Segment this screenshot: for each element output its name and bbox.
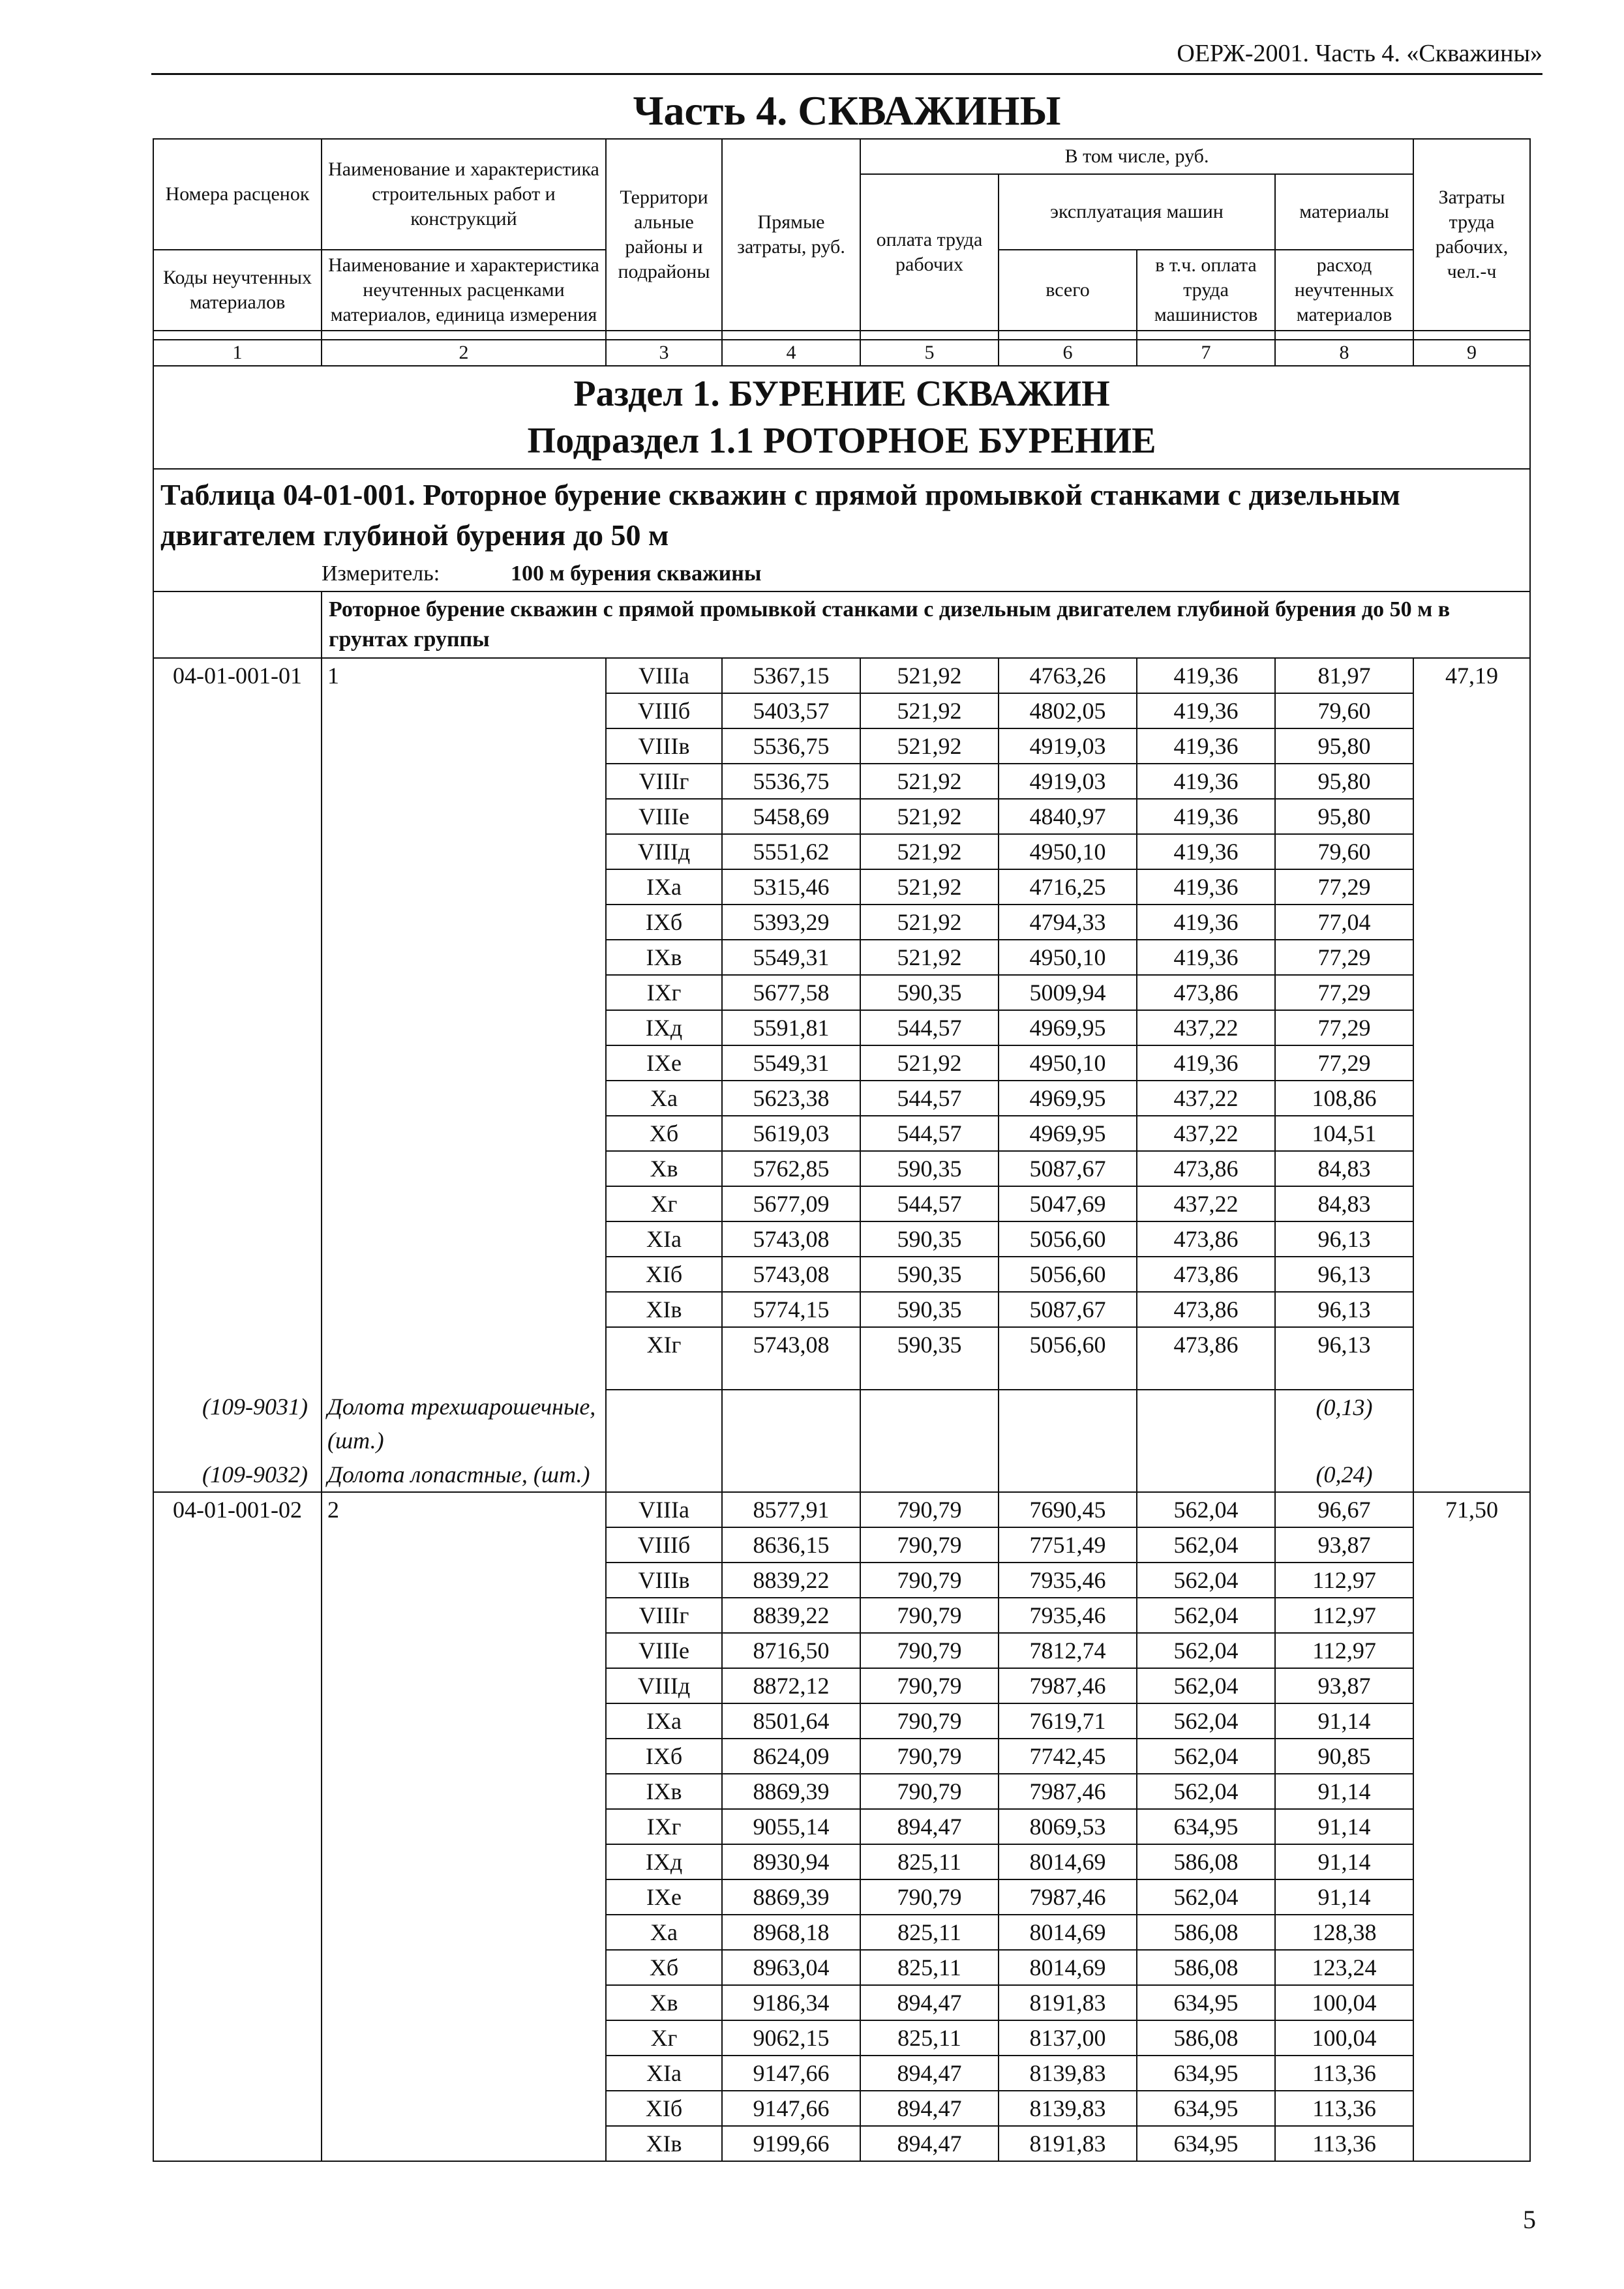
machines-total: 8139,83	[999, 2056, 1137, 2091]
machinist-pay: 586,08	[1137, 2020, 1275, 2056]
machinist-pay: 473,86	[1137, 1327, 1275, 1390]
territory: IXг	[606, 1809, 722, 1844]
direct-costs: 5743,08	[722, 1257, 860, 1292]
material-cost: 77,04	[1275, 905, 1413, 940]
worker-pay: 590,35	[860, 1292, 999, 1327]
material-row	[153, 1458, 1530, 1492]
column-number: 5	[860, 340, 999, 366]
worker-pay: 590,35	[860, 1221, 999, 1257]
direct-costs: 5551,62	[722, 834, 860, 869]
material-cost: 104,51	[1275, 1116, 1413, 1151]
machinist-pay: 562,04	[1137, 1633, 1275, 1668]
direct-costs: 8501,64	[722, 1703, 860, 1739]
machinist-pay: 419,36	[1137, 1045, 1275, 1081]
territory: XIб	[606, 2091, 722, 2126]
material-code: (109-9032)	[153, 1458, 322, 1492]
direct-costs: 5536,75	[722, 764, 860, 799]
header-rate-numbers: Номера расценок	[153, 139, 322, 250]
worker-pay: 544,57	[860, 1186, 999, 1221]
header-rule	[151, 73, 1542, 75]
worker-pay: 825,11	[860, 1844, 999, 1879]
machines-total: 8137,00	[999, 2020, 1137, 2056]
machinist-pay: 419,36	[1137, 658, 1275, 693]
direct-costs: 5677,09	[722, 1186, 860, 1221]
direct-costs: 5315,46	[722, 869, 860, 905]
material-name: Долота лопастные, (шт.)	[322, 1458, 606, 1492]
territory: XIв	[606, 1292, 722, 1327]
machines-total: 8014,69	[999, 1844, 1137, 1879]
direct-costs: 8839,22	[722, 1563, 860, 1598]
header-labor-hours: Затраты труда рабочих, чел.-ч	[1413, 139, 1530, 331]
material-cost: 77,29	[1275, 869, 1413, 905]
measure-value: 100 м бурения скважины	[511, 561, 762, 586]
direct-costs: 5458,69	[722, 799, 860, 834]
machines-total: 4919,03	[999, 728, 1137, 764]
material-cost: 108,86	[1275, 1081, 1413, 1116]
territory: VIIIг	[606, 764, 722, 799]
header-work-name: Наименование и характеристика строительных работ и конструкций	[322, 139, 606, 250]
direct-costs: 8624,09	[722, 1739, 860, 1774]
direct-costs: 8636,15	[722, 1527, 860, 1563]
direct-costs: 8872,12	[722, 1668, 860, 1703]
header-machines: эксплуатация машин	[999, 174, 1275, 250]
direct-costs: 9147,66	[722, 2091, 860, 2126]
machines-total: 7619,71	[999, 1703, 1137, 1739]
territory: IXв	[606, 1774, 722, 1809]
material-cost: 91,14	[1275, 1879, 1413, 1915]
machines-total: 4950,10	[999, 1045, 1137, 1081]
material-cost: 96,13	[1275, 1221, 1413, 1257]
material-cost: 93,87	[1275, 1668, 1413, 1703]
rate-code: 04-01-001-01	[153, 658, 322, 1390]
machinist-pay: 437,22	[1137, 1081, 1275, 1116]
machinist-pay: 473,86	[1137, 1292, 1275, 1327]
work-description: Роторное бурение скважин с прямой промывкой станками с дизельным двигателем глубиной бурения до 50 м в грунтах группы	[322, 591, 1530, 658]
worker-pay: 590,35	[860, 1327, 999, 1390]
worker-pay: 521,92	[860, 799, 999, 834]
machinist-pay: 586,08	[1137, 1915, 1275, 1950]
material-cost: 112,97	[1275, 1633, 1413, 1668]
machines-total: 8014,69	[999, 1950, 1137, 1985]
direct-costs: 9199,66	[722, 2126, 860, 2161]
worker-pay: 894,47	[860, 2056, 999, 2091]
rate-row	[153, 658, 1530, 693]
direct-costs: 8963,04	[722, 1950, 860, 1985]
territory: IXб	[606, 905, 722, 940]
machines-total: 8191,83	[999, 1985, 1137, 2020]
worker-pay: 790,79	[860, 1668, 999, 1703]
table-title-row	[153, 469, 1530, 560]
header-machines-total: всего	[999, 250, 1137, 331]
header-material-names: Наименование и характеристика неучтенных расценками материалов, единица измерения	[322, 250, 606, 331]
territory: VIIIе	[606, 1633, 722, 1668]
material-amount: (0,13)	[1275, 1390, 1413, 1458]
territory: XIб	[606, 1257, 722, 1292]
worker-pay: 521,92	[860, 869, 999, 905]
territory: IXе	[606, 1879, 722, 1915]
running-header: ОЕРЖ-2001. Часть 4. «Скважины»	[1177, 40, 1542, 67]
machines-total: 4763,26	[999, 658, 1137, 693]
material-cost: 100,04	[1275, 1985, 1413, 2020]
worker-pay: 790,79	[860, 1527, 999, 1563]
direct-costs: 5623,38	[722, 1081, 860, 1116]
column-number: 1	[153, 340, 322, 366]
worker-pay: 590,35	[860, 975, 999, 1010]
machinist-pay: 562,04	[1137, 1774, 1275, 1809]
header-worker-pay: оплата труда рабочих	[860, 174, 999, 331]
material-cost: 90,85	[1275, 1739, 1413, 1774]
material-cost: 96,13	[1275, 1257, 1413, 1292]
machinist-pay: 562,04	[1137, 1668, 1275, 1703]
machines-total: 8069,53	[999, 1809, 1137, 1844]
worker-pay: 521,92	[860, 905, 999, 940]
material-cost: 123,24	[1275, 1950, 1413, 1985]
worker-pay: 521,92	[860, 693, 999, 728]
machinist-pay: 562,04	[1137, 1703, 1275, 1739]
material-cost: 91,14	[1275, 1703, 1413, 1739]
machines-total: 7935,46	[999, 1563, 1137, 1598]
soil-group: 1	[322, 658, 606, 1390]
territory: XIа	[606, 1221, 722, 1257]
material-cost: 84,83	[1275, 1186, 1413, 1221]
territory: IXд	[606, 1844, 722, 1879]
machinist-pay: 634,95	[1137, 2056, 1275, 2091]
machines-total: 4919,03	[999, 764, 1137, 799]
worker-pay: 521,92	[860, 1045, 999, 1081]
material-cost: 77,29	[1275, 940, 1413, 975]
worker-pay: 790,79	[860, 1633, 999, 1668]
machinist-pay: 562,04	[1137, 1527, 1275, 1563]
column-number: 9	[1413, 340, 1530, 366]
machinist-pay: 562,04	[1137, 1739, 1275, 1774]
territory: Xб	[606, 1116, 722, 1151]
machinist-pay: 586,08	[1137, 1950, 1275, 1985]
worker-pay: 825,11	[860, 1915, 999, 1950]
machinist-pay: 419,36	[1137, 799, 1275, 834]
rate-code: 04-01-001-02	[153, 1492, 322, 2161]
territory: VIIIв	[606, 1563, 722, 1598]
worker-pay: 894,47	[860, 2091, 999, 2126]
machinist-pay: 419,36	[1137, 905, 1275, 940]
worker-pay: 894,47	[860, 1985, 999, 2020]
material-cost: 112,97	[1275, 1563, 1413, 1598]
direct-costs: 5403,57	[722, 693, 860, 728]
material-cost: 95,80	[1275, 799, 1413, 834]
worker-pay: 790,79	[860, 1774, 999, 1809]
machinist-pay: 419,36	[1137, 834, 1275, 869]
material-cost: 112,97	[1275, 1598, 1413, 1633]
machines-total: 5009,94	[999, 975, 1137, 1010]
territory: IXа	[606, 869, 722, 905]
direct-costs: 8930,94	[722, 1844, 860, 1879]
description-row	[153, 591, 1530, 658]
machinist-pay: 562,04	[1137, 1879, 1275, 1915]
direct-costs: 8716,50	[722, 1633, 860, 1668]
machinist-pay: 419,36	[1137, 693, 1275, 728]
worker-pay: 790,79	[860, 1598, 999, 1633]
machines-total: 8014,69	[999, 1915, 1137, 1950]
page-title: Часть 4. СКВАЖИНЫ	[633, 87, 1061, 134]
worker-pay: 790,79	[860, 1703, 999, 1739]
section-heading: Раздел 1. БУРЕНИЕ СКВАЖИН	[573, 374, 1110, 414]
machines-total: 4802,05	[999, 693, 1137, 728]
worker-pay: 544,57	[860, 1010, 999, 1045]
machines-total: 7987,46	[999, 1774, 1137, 1809]
territory: VIIIе	[606, 799, 722, 834]
territory: Xг	[606, 2020, 722, 2056]
direct-costs: 5677,58	[722, 975, 860, 1010]
machinist-pay: 437,22	[1137, 1010, 1275, 1045]
machines-total: 7812,74	[999, 1633, 1137, 1668]
material-amount: (0,24)	[1275, 1458, 1413, 1492]
column-number-row	[153, 340, 1530, 366]
labor-hours: 47,19	[1413, 658, 1530, 1492]
machines-total: 5087,67	[999, 1292, 1137, 1327]
direct-costs: 5774,15	[722, 1292, 860, 1327]
machines-total: 4969,95	[999, 1010, 1137, 1045]
direct-costs: 5367,15	[722, 658, 860, 693]
machines-total: 7742,45	[999, 1739, 1137, 1774]
header-direct-costs: Прямые затраты, руб.	[722, 139, 860, 331]
direct-costs: 8968,18	[722, 1915, 860, 1950]
worker-pay: 790,79	[860, 1879, 999, 1915]
machinist-pay: 473,86	[1137, 1257, 1275, 1292]
machines-total: 8191,83	[999, 2126, 1137, 2161]
machines-total: 8139,83	[999, 2091, 1137, 2126]
machines-total: 7987,46	[999, 1668, 1137, 1703]
material-cost: 96,67	[1275, 1492, 1413, 1527]
machinist-pay: 419,36	[1137, 869, 1275, 905]
machinist-pay: 419,36	[1137, 728, 1275, 764]
territory: IXд	[606, 1010, 722, 1045]
material-cost: 128,38	[1275, 1915, 1413, 1950]
territory: Xв	[606, 1985, 722, 2020]
machines-total: 7751,49	[999, 1527, 1137, 1563]
territory: IXе	[606, 1045, 722, 1081]
territory: VIIIд	[606, 834, 722, 869]
territory: Xг	[606, 1186, 722, 1221]
worker-pay: 521,92	[860, 764, 999, 799]
machinist-pay: 586,08	[1137, 1844, 1275, 1879]
direct-costs: 5393,29	[722, 905, 860, 940]
header-gap-row	[153, 331, 1530, 340]
direct-costs: 5536,75	[722, 728, 860, 764]
direct-costs: 5549,31	[722, 1045, 860, 1081]
territory: VIIIг	[606, 1598, 722, 1633]
material-name: Долота трехшарошечные, (шт.)	[322, 1390, 606, 1458]
material-cost: 91,14	[1275, 1844, 1413, 1879]
material-cost: 81,97	[1275, 658, 1413, 693]
material-cost: 100,04	[1275, 2020, 1413, 2056]
machinist-pay: 419,36	[1137, 940, 1275, 975]
column-number: 4	[722, 340, 860, 366]
material-cost: 77,29	[1275, 1010, 1413, 1045]
direct-costs: 9055,14	[722, 1809, 860, 1844]
territory: VIIIб	[606, 1527, 722, 1563]
machines-total: 5056,60	[999, 1327, 1137, 1390]
measure-label: Измеритель:	[322, 561, 440, 586]
machines-total: 4840,97	[999, 799, 1137, 834]
worker-pay: 894,47	[860, 1809, 999, 1844]
rates-table	[153, 138, 1531, 2162]
direct-costs: 8869,39	[722, 1879, 860, 1915]
machinist-pay: 634,95	[1137, 1809, 1275, 1844]
section-heading-row	[153, 366, 1530, 469]
machinist-pay: 437,22	[1137, 1186, 1275, 1221]
territory: Xа	[606, 1081, 722, 1116]
direct-costs: 8839,22	[722, 1598, 860, 1633]
territory: IXб	[606, 1739, 722, 1774]
worker-pay: 790,79	[860, 1739, 999, 1774]
machinist-pay: 473,86	[1137, 1221, 1275, 1257]
territory: XIг	[606, 1327, 722, 1390]
machines-total: 4969,95	[999, 1081, 1137, 1116]
machinist-pay: 419,36	[1137, 764, 1275, 799]
material-cost: 84,83	[1275, 1151, 1413, 1186]
column-number: 2	[322, 340, 606, 366]
worker-pay: 894,47	[860, 2126, 999, 2161]
rate-row	[153, 1492, 1530, 1527]
machines-total: 4794,33	[999, 905, 1137, 940]
header-materials: материалы	[1275, 174, 1413, 250]
territory: IXв	[606, 940, 722, 975]
worker-pay: 825,11	[860, 1950, 999, 1985]
machinist-pay: 473,86	[1137, 975, 1275, 1010]
worker-pay: 790,79	[860, 1563, 999, 1598]
machines-total: 4950,10	[999, 834, 1137, 869]
direct-costs: 5549,31	[722, 940, 860, 975]
territory: VIIIб	[606, 693, 722, 728]
machinist-pay: 562,04	[1137, 1563, 1275, 1598]
machines-total: 5056,60	[999, 1257, 1137, 1292]
material-cost: 77,29	[1275, 975, 1413, 1010]
machines-total: 7987,46	[999, 1879, 1137, 1915]
machines-total: 5056,60	[999, 1221, 1137, 1257]
column-number: 8	[1275, 340, 1413, 366]
territory: XIв	[606, 2126, 722, 2161]
territory: IXа	[606, 1703, 722, 1739]
machines-total: 7935,46	[999, 1598, 1137, 1633]
material-cost: 96,13	[1275, 1327, 1413, 1390]
territory: VIIIв	[606, 728, 722, 764]
machinist-pay: 473,86	[1137, 1151, 1275, 1186]
material-cost: 95,80	[1275, 728, 1413, 764]
material-cost: 91,14	[1275, 1809, 1413, 1844]
direct-costs: 5591,81	[722, 1010, 860, 1045]
machinist-pay: 562,04	[1137, 1598, 1275, 1633]
territory: XIа	[606, 2056, 722, 2091]
header-territories: Территори альные районы и подрайоны	[606, 139, 722, 331]
worker-pay: 825,11	[860, 2020, 999, 2056]
material-cost: 77,29	[1275, 1045, 1413, 1081]
territory: VIIIд	[606, 1668, 722, 1703]
direct-costs: 5743,08	[722, 1221, 860, 1257]
material-cost: 91,14	[1275, 1774, 1413, 1809]
material-cost: 113,36	[1275, 2091, 1413, 2126]
worker-pay: 521,92	[860, 834, 999, 869]
material-cost: 79,60	[1275, 693, 1413, 728]
territory: Xб	[606, 1950, 722, 1985]
direct-costs: 9186,34	[722, 1985, 860, 2020]
machinist-pay: 437,22	[1137, 1116, 1275, 1151]
territory: VIIIа	[606, 1492, 722, 1527]
material-cost: 95,80	[1275, 764, 1413, 799]
worker-pay: 544,57	[860, 1081, 999, 1116]
machines-total: 7690,45	[999, 1492, 1137, 1527]
material-cost: 96,13	[1275, 1292, 1413, 1327]
soil-group: 2	[322, 1492, 606, 2161]
material-cost: 113,36	[1275, 2056, 1413, 2091]
direct-costs: 8577,91	[722, 1492, 860, 1527]
direct-costs: 9147,66	[722, 2056, 860, 2091]
direct-costs: 5743,08	[722, 1327, 860, 1390]
material-cost: 93,87	[1275, 1527, 1413, 1563]
machines-total: 4969,95	[999, 1116, 1137, 1151]
direct-costs: 9062,15	[722, 2020, 860, 2056]
machines-total: 5047,69	[999, 1186, 1137, 1221]
worker-pay: 790,79	[860, 1492, 999, 1527]
subsection-heading: Подраздел 1.1 РОТОРНОЕ БУРЕНИЕ	[527, 421, 1156, 461]
machinist-pay: 634,95	[1137, 2126, 1275, 2161]
column-number: 6	[999, 340, 1137, 366]
worker-pay: 521,92	[860, 728, 999, 764]
machinist-pay: 562,04	[1137, 1492, 1275, 1527]
header-row-1	[153, 139, 1530, 174]
territory: Xв	[606, 1151, 722, 1186]
worker-pay: 521,92	[860, 940, 999, 975]
machinist-pay: 634,95	[1137, 1985, 1275, 2020]
machines-total: 4716,25	[999, 869, 1137, 905]
territory: Xа	[606, 1915, 722, 1950]
territory: IXг	[606, 975, 722, 1010]
header-material-consumption: расход неучтенных материалов	[1275, 250, 1413, 331]
direct-costs: 8869,39	[722, 1774, 860, 1809]
column-number: 3	[606, 340, 722, 366]
header-material-codes: Коды неучтенных материалов	[153, 250, 322, 331]
measure-row	[153, 560, 1530, 591]
labor-hours: 71,50	[1413, 1492, 1530, 2161]
material-cost: 113,36	[1275, 2126, 1413, 2161]
material-code: (109-9031)	[153, 1390, 322, 1458]
direct-costs: 5762,85	[722, 1151, 860, 1186]
machinist-pay: 634,95	[1137, 2091, 1275, 2126]
worker-pay: 521,92	[860, 658, 999, 693]
machines-total: 5087,67	[999, 1151, 1137, 1186]
worker-pay: 544,57	[860, 1116, 999, 1151]
table-title: Таблица 04-01-001. Роторное бурение скважин с прямой промывкой станками с дизельным двигателем глубиной бурения до 50 м	[153, 469, 1530, 560]
page-number: 5	[1523, 2205, 1536, 2234]
material-cost: 79,60	[1275, 834, 1413, 869]
column-number: 7	[1137, 340, 1275, 366]
machines-total: 4950,10	[999, 940, 1137, 975]
territory: VIIIа	[606, 658, 722, 693]
worker-pay: 590,35	[860, 1151, 999, 1186]
material-row	[153, 1390, 1530, 1458]
header-machinist-pay: в т.ч. оплата труда машинистов	[1137, 250, 1275, 331]
header-including: В том числе, руб.	[860, 139, 1413, 174]
worker-pay: 590,35	[860, 1257, 999, 1292]
direct-costs: 5619,03	[722, 1116, 860, 1151]
